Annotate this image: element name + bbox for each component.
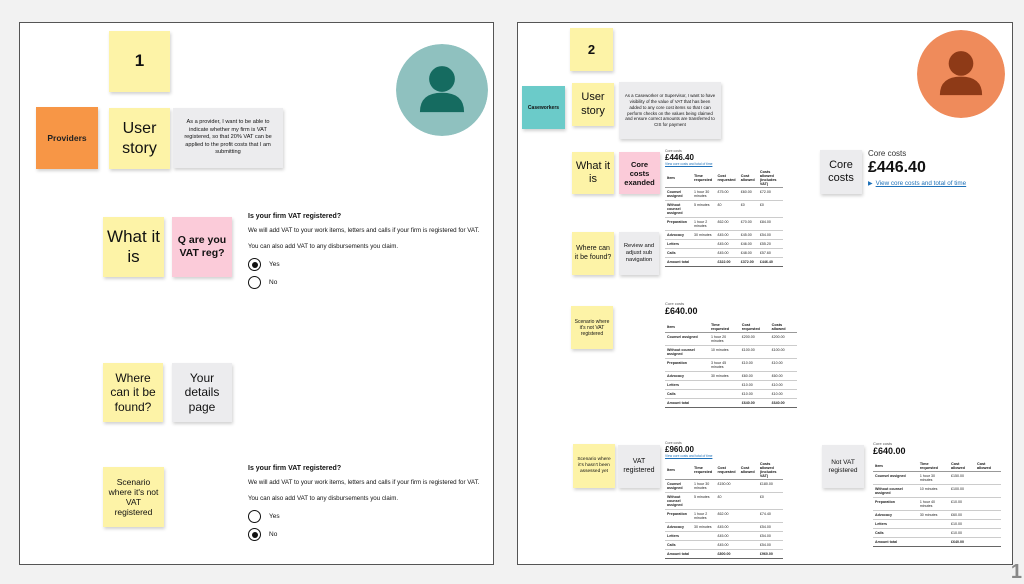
table-cell: Advocacy	[665, 523, 692, 532]
table-cell: £180.00	[758, 480, 783, 493]
table-cell: Calls	[665, 249, 692, 258]
table-cell: 30 minutes	[692, 231, 715, 240]
table-cell: Without counsel assigned	[873, 485, 918, 498]
table-cell: 3 hour 45 minutes	[709, 359, 740, 372]
table-row	[873, 511, 1001, 520]
table-cell: £45.00	[715, 231, 738, 240]
form-paragraph: We will add VAT to your work items, letters and calls if your firm is registered for VAT.	[248, 479, 480, 486]
page-number: 1	[1010, 561, 1022, 583]
table-cell: 1 hour 30 minutes	[692, 188, 715, 201]
table-cell: £54.00	[758, 523, 783, 532]
core-costs-screen-2	[665, 301, 797, 408]
table-cell: Preparation	[665, 510, 692, 523]
table-cell	[918, 529, 949, 538]
table-cell	[739, 510, 758, 523]
table-cell: £45.00	[715, 240, 738, 249]
person-icon	[396, 44, 488, 136]
table-cell: Counsel assigned	[665, 188, 692, 201]
board-caseworkers	[517, 22, 1013, 565]
table-cell	[739, 550, 758, 559]
table-cell: Counsel assigned	[873, 472, 918, 485]
table-cell	[709, 399, 740, 408]
number-sticky[interactable]: 2	[570, 28, 613, 71]
form-question: Is your firm VAT registered?	[248, 213, 342, 220]
table-cell: 5 minutes	[692, 493, 715, 510]
table-cell	[975, 485, 1001, 498]
table-cell: £150.00	[715, 480, 738, 493]
radio-yes-row[interactable]	[248, 258, 484, 271]
table-cell: £45.00	[715, 541, 738, 550]
table-cell: 1 hour 30 minutes	[918, 472, 949, 485]
table-row	[665, 249, 783, 258]
form-paragraph: You can also add VAT to any disbursements you claim.	[248, 494, 399, 502]
table-cell: £640.00	[770, 399, 797, 408]
provider-avatar	[396, 44, 488, 136]
core-costs-screen-1	[665, 149, 783, 267]
screen-caption: Core costs	[665, 441, 682, 445]
where-value-sticky[interactable]: Your details page	[172, 363, 232, 422]
not-vat-registered-sticky[interactable]: Not VAT registered	[822, 445, 864, 488]
radio-no-label: No	[269, 531, 278, 539]
table-cell: £60.00	[740, 372, 770, 381]
table-cell: £74.40	[758, 510, 783, 523]
table-cell: Amount total	[665, 399, 709, 408]
table-cell: £45.00	[739, 231, 758, 240]
table-row	[873, 485, 1001, 498]
table-cell: Amount total	[665, 550, 692, 559]
table-cell: 1 hour 2 minutes	[692, 218, 715, 231]
vat-question-form-bottom	[248, 465, 484, 546]
table-cell: £62.00	[715, 218, 738, 231]
what-value-sticky[interactable]: Q are you VAT reg?	[172, 217, 232, 277]
table-row	[665, 399, 797, 408]
screen-link[interactable]: View core costs and total of time	[665, 454, 713, 458]
table-cell: Calls	[873, 529, 918, 538]
table-cell: £0	[715, 493, 738, 510]
table-cell	[692, 240, 715, 249]
table-cell: Letters	[873, 520, 918, 529]
table-cell	[692, 541, 715, 550]
table-cell	[709, 381, 740, 390]
table-cell: £10.00	[949, 529, 975, 538]
table-row	[665, 240, 783, 249]
scenario-not-vat-sticky[interactable]: Scenario where it's not VAT registered	[571, 306, 613, 349]
scenario-sticky[interactable]: Scenario where it's not VAT registered	[103, 467, 164, 527]
table-row	[665, 550, 783, 559]
table-row	[665, 532, 783, 541]
screen-amount: £640.00	[665, 306, 698, 316]
table-cell: Without counsel assigned	[665, 201, 692, 218]
table-cell: Amount total	[873, 538, 918, 547]
user-story-label-sticky[interactable]: User story	[109, 108, 170, 169]
table-row	[665, 523, 783, 532]
radio-no[interactable]	[248, 276, 261, 289]
table-cell	[975, 538, 1001, 547]
form-question: Is your firm VAT registered?	[248, 465, 342, 472]
table-cell: £100.00	[740, 346, 770, 359]
table-cell: Counsel assigned	[665, 480, 692, 493]
table-row	[665, 218, 783, 231]
where-label-sticky[interactable]: Where can it be found?	[572, 232, 614, 275]
table-cell: 1 hour 40 minutes	[918, 498, 949, 511]
table-row	[873, 538, 1001, 547]
table-cell: £10.00	[770, 359, 797, 372]
core-costs-sticky[interactable]: Core costs	[820, 150, 862, 194]
table-cell	[739, 493, 758, 510]
summary-title: Core costs	[868, 149, 907, 158]
table-cell: £60.00	[739, 188, 758, 201]
table-cell: Letters	[665, 532, 692, 541]
table-cell: £46.00	[739, 240, 758, 249]
radio-yes-label: Yes	[269, 261, 280, 269]
board-providers	[19, 22, 494, 565]
table-cell: £100.00	[770, 346, 797, 359]
user-story-label-sticky[interactable]: User story	[572, 83, 614, 126]
table-cell: £0	[758, 493, 783, 510]
table-cell: £0	[715, 201, 738, 218]
table-cell: Amount total	[665, 258, 692, 267]
table-cell: £10.00	[740, 359, 770, 372]
table-cell: Preparation	[873, 498, 918, 511]
core-costs-table: Item Time requested Cost requested Cost allowed Costs allowed (includes VAT) Counsel assigned 1 hour 30 minutes £150.00 £180.00 Without counsel assigned 5 minutes £0 £0 Preparation 1 hour 2 minutes £62.00 £74.40 Advocacy 30 minutes £45.00 £54.00 Letters £45.00 £54.00 Calls £45.00 £54.00 Amount total £800.00 £960.00	[665, 460, 783, 559]
table-cell: Advocacy	[873, 511, 918, 520]
core-costs-table: Item Time requested Cost requested Costs allowed Counsel assigned 1 hour 20 minutes £200.00 £200.00 Without counsel assigned 10 minutes £100.00 £100.00 Preparation 3 hour 45 minutes £10.00 £10.00 Advocacy 30 minutes £60.00 £60.00 Letters £10.00 £10.00 Calls £10.00 £10.00 Amount total £640.00 £640.00	[665, 321, 797, 408]
summary-amount: £446.40	[868, 159, 926, 176]
table-cell	[739, 541, 758, 550]
persona-sticky[interactable]: Providers	[36, 107, 98, 169]
screen-caption: Core costs	[665, 149, 682, 153]
table-cell: 5 minutes	[692, 201, 715, 218]
table-cell: £60.00	[949, 511, 975, 520]
table-cell: £640.00	[949, 538, 975, 547]
table-cell	[975, 511, 1001, 520]
table-row	[665, 333, 797, 346]
vat-question-form-top	[248, 213, 484, 294]
screen-amount: £960.00	[665, 445, 694, 454]
table-cell	[692, 249, 715, 258]
table-cell	[975, 520, 1001, 529]
table-cell: 1 hour 30 minutes	[692, 480, 715, 493]
what-label-sticky[interactable]: What it is	[572, 152, 614, 194]
user-story-sticky[interactable]: As a Caseworker or Supervisor, I want to have visibility of the value of VAT that has been added to any core cost items so that I can perform checks on the values being claimed and ensure correct amounts are transferred to CIS for payment	[619, 82, 721, 139]
table-cell: £54.00	[758, 541, 783, 550]
table-cell: £45.00	[715, 532, 738, 541]
table-cell	[975, 472, 1001, 485]
table-cell: £322.00	[715, 258, 738, 267]
table-cell	[918, 538, 949, 547]
scenario-not-assessed-sticky[interactable]: Scenario where it's hasn't been assessed yet	[573, 444, 615, 488]
radio-yes[interactable]	[248, 510, 261, 523]
table-cell: £62.00	[715, 510, 738, 523]
table-cell: Letters	[665, 240, 692, 249]
table-cell: £10.00	[949, 498, 975, 511]
core-costs-table: Item Time requested Cost allowed Cost allowed Counsel assigned 1 hour 30 minutes £150.00 Without counsel assigned 10 minutes £100.00 Preparation 1 hour 40 minutes £10.00 Advocacy 30 minutes £60.00 Letters £10.00 Calls £10.00 Amount total £640.00	[873, 460, 1001, 547]
table-cell: 30 minutes	[918, 511, 949, 520]
core-costs-summary	[868, 149, 1008, 187]
table-cell: £372.00	[739, 258, 758, 267]
table-cell: 1 hour 20 minutes	[709, 333, 740, 346]
table-row	[665, 541, 783, 550]
core-costs-table: Item Time requested Cost requested Cost allowed Costs allowed (includes VAT) Counsel assigned 1 hour 30 minutes £75.00 £60.00 £72.00 Without counsel assigned 5 minutes £0 £0 £0 Preparation 1 hour 2 minutes £62.00 £70.00 £84.00 Advocacy 30 minutes £45.00 £45.00 £54.00 Letters £45.00 £46.00 £55.20 Calls £45.00 £48.00 £57.60 Amount total £322.00 £372.00 £446.40	[665, 168, 783, 267]
table-row	[665, 188, 783, 201]
table-cell: 30 minutes	[709, 372, 740, 381]
table-cell: £57.60	[758, 249, 783, 258]
table-cell	[692, 258, 715, 267]
table-cell: 10 minutes	[918, 485, 949, 498]
radio-no-label: No	[269, 279, 278, 287]
table-row	[665, 346, 797, 359]
persona-sticky[interactable]: Caseworkers	[522, 86, 565, 129]
table-cell: £84.00	[758, 218, 783, 231]
table-row	[665, 359, 797, 372]
table-cell: £10.00	[740, 390, 770, 399]
what-value-sticky[interactable]: Core costs exanded	[619, 152, 660, 194]
core-costs-screen-3	[665, 441, 783, 559]
radio-no-row[interactable]	[248, 528, 484, 541]
table-row	[665, 510, 783, 523]
summary-link-row[interactable]	[868, 180, 1008, 187]
table-cell: Preparation	[665, 218, 692, 231]
table-cell: £55.20	[758, 240, 783, 249]
table-row	[665, 493, 783, 510]
table-row	[873, 520, 1001, 529]
where-label-sticky[interactable]: Where can it be found?	[103, 363, 163, 422]
table-cell: 1 hour 2 minutes	[692, 510, 715, 523]
table-cell: £75.00	[715, 188, 738, 201]
summary-link[interactable]: View core costs and total of time	[875, 180, 967, 187]
table-cell: £45.00	[715, 249, 738, 258]
form-paragraph: We will add VAT to your work items, letters and calls if your firm is registered for VAT.	[248, 227, 480, 234]
core-costs-screen-4	[873, 441, 1001, 547]
table-row	[665, 381, 797, 390]
table-row	[873, 472, 1001, 485]
table-cell: Without counsel assigned	[665, 493, 692, 510]
table-cell: £10.00	[770, 390, 797, 399]
table-cell: £100.00	[949, 485, 975, 498]
what-label-sticky[interactable]: What it is	[103, 217, 164, 277]
table-cell: £446.40	[758, 258, 783, 267]
table-row	[665, 231, 783, 240]
screen-amount: £640.00	[873, 446, 906, 456]
table-cell: £10.00	[949, 520, 975, 529]
radio-no[interactable]	[248, 528, 261, 541]
table-cell: £200.00	[740, 333, 770, 346]
table-cell: £72.00	[758, 188, 783, 201]
table-cell: 30 minutes	[692, 523, 715, 532]
table-row	[873, 529, 1001, 538]
table-cell: £60.00	[770, 372, 797, 381]
vat-registered-sticky[interactable]: VAT registered	[618, 445, 660, 488]
table-cell	[739, 480, 758, 493]
table-row	[873, 498, 1001, 511]
table-cell: £10.00	[770, 381, 797, 390]
table-cell: £45.00	[715, 523, 738, 532]
form-paragraph: You can also add VAT to any disbursements you claim.	[248, 242, 399, 250]
table-cell: 10 minutes	[709, 346, 740, 359]
table-cell: Advocacy	[665, 372, 709, 381]
screen-caption: Core costs	[873, 441, 893, 446]
table-cell: £0	[739, 201, 758, 218]
table-cell: £10.00	[740, 381, 770, 390]
table-cell	[918, 520, 949, 529]
table-cell	[975, 529, 1001, 538]
table-cell: Calls	[665, 541, 692, 550]
number-sticky[interactable]: 1	[109, 31, 170, 92]
table-cell: £800.00	[715, 550, 738, 559]
table-cell: Counsel assigned	[665, 333, 709, 346]
table-cell	[692, 550, 715, 559]
table-cell: £54.00	[758, 231, 783, 240]
table-row	[665, 201, 783, 218]
table-cell: Without counsel assigned	[665, 346, 709, 359]
table-cell: £48.00	[739, 249, 758, 258]
screen-link[interactable]: View core costs and total of time	[665, 162, 713, 166]
table-cell: Preparation	[665, 359, 709, 372]
table-cell: £0	[758, 201, 783, 218]
table-cell	[739, 532, 758, 541]
table-cell	[692, 532, 715, 541]
radio-yes[interactable]	[248, 258, 261, 271]
table-cell	[739, 523, 758, 532]
caseworker-avatar	[917, 30, 1005, 118]
table-cell: £640.00	[740, 399, 770, 408]
table-cell	[975, 498, 1001, 511]
screen-caption: Core costs	[665, 301, 685, 306]
table-row	[665, 480, 783, 493]
table-cell: Calls	[665, 390, 709, 399]
table-cell: £200.00	[770, 333, 797, 346]
radio-no-row[interactable]	[248, 276, 484, 289]
table-row	[665, 390, 797, 399]
table-row	[665, 258, 783, 267]
person-icon	[917, 30, 1005, 118]
table-cell: £54.00	[758, 532, 783, 541]
table-cell: £960.00	[758, 550, 783, 559]
screen-amount: £446.40	[665, 153, 694, 162]
triangle-right-icon: ▶	[868, 181, 873, 187]
table-cell: Letters	[665, 381, 709, 390]
radio-yes-row[interactable]	[248, 510, 484, 523]
table-row	[665, 372, 797, 381]
table-cell: £150.00	[949, 472, 975, 485]
table-cell: Advocacy	[665, 231, 692, 240]
user-story-sticky[interactable]: As a provider, I want to be able to indicate whether my firm is VAT registered, so that 20% VAT can be applied to the profit costs that I am submitting	[173, 108, 283, 168]
table-cell: £70.00	[739, 218, 758, 231]
radio-yes-label: Yes	[269, 513, 280, 521]
table-cell	[709, 390, 740, 399]
where-value-sticky[interactable]: Review and adjust sub navigation	[619, 232, 659, 275]
